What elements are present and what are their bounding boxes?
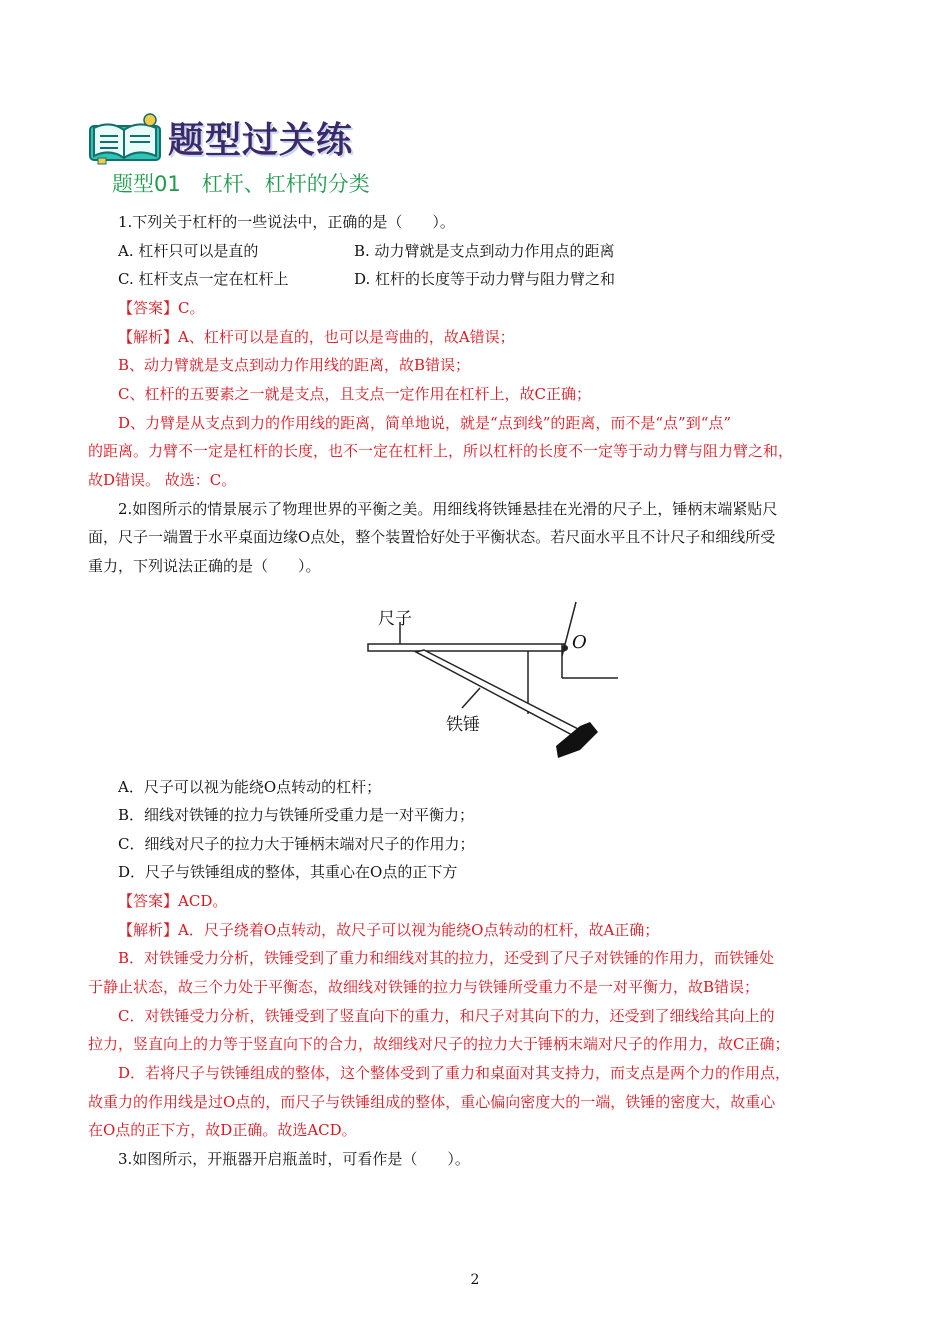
- q2-stem-line: 面，尺子一端置于水平桌面边缘O点处，整个装置恰好处于平衡状态。若尺面水平且不计尺子和细线所受: [88, 528, 776, 546]
- answer-value: ACD。: [178, 892, 228, 910]
- q1-option-a: A. 杠杆只可以是直的: [118, 242, 259, 260]
- analysis-text: A、杠杆可以是直的，也可以是弯曲的，故A错误；: [178, 328, 515, 346]
- q1-answer: [118, 298, 205, 318]
- q2-analysis-line: [118, 920, 659, 940]
- ruler-label: 尺子: [378, 609, 412, 629]
- q1-option-d: D. 杠杆的长度等于动力臂与阻力臂之和: [354, 270, 616, 288]
- q2-analysis-line: 故重力的作用线是过O点的，而尺子与铁锤组成的整体，重心偏向密度大的一端，铁锤的密度大，故重心: [88, 1093, 776, 1111]
- q1-analysis-line: [118, 327, 515, 347]
- answer-tag: 【答案】: [118, 299, 179, 317]
- q2-analysis-line: 在O点的正下方，故D正确。故选ACD。: [88, 1121, 357, 1139]
- pivot-point: [562, 645, 568, 651]
- page-number: 2: [470, 1272, 480, 1288]
- point-o-label: O: [572, 632, 587, 653]
- q1-stem: 1.下列关于杠杆的一些说法中，正确的是（ ）。: [118, 213, 455, 231]
- q2-option-b: B．细线对铁锤的拉力与铁锤所受重力是一对平衡力；: [118, 806, 475, 824]
- hammer-handle: [416, 650, 580, 736]
- hammer-label: 铁锤: [446, 715, 480, 735]
- q2-option-d: D．尺子与铁锤组成的整体，其重心在O点的正下方: [118, 863, 458, 881]
- banner-title: 题型过关练: [168, 120, 354, 161]
- q1-analysis-line: C、杠杆的五要素之一就是支点，且支点一定作用在杠杆上，故C正确；: [118, 385, 591, 403]
- q2-analysis-line: D．若将尺子与铁锤组成的整体，这个整体受到了重力和桌面对其支持力，而支点是两个力的作用点，: [118, 1064, 791, 1082]
- q1-option-b: B. 动力臂就是支点到动力作用点的距离: [354, 242, 615, 260]
- q1-analysis-line: 故D错误。 故选：C。: [88, 471, 237, 489]
- q2-option-c: C．细线对尺子的拉力大于锤柄末端对尺子的作用力；: [118, 835, 475, 853]
- q2-analysis-line: C．对铁锤受力分析，铁锤受到了竖直向下的重力，和尺子对其向下的力，还受到了细线给其向上的: [118, 1007, 775, 1025]
- analysis-tag: 【解析】: [118, 328, 179, 346]
- q2-stem-line: 2.如图所示的情景展示了物理世界的平衡之美。用细线将铁锤悬挂在光滑的尺子上，锤柄末端紧贴尺: [118, 500, 778, 518]
- open-book-icon: [88, 112, 162, 166]
- ruler-bar: [368, 644, 564, 651]
- q2-option-a: A．尺子可以视为能绕O点转动的杠杆；: [118, 778, 382, 796]
- answer-tag: 【答案】: [118, 892, 179, 910]
- hammer-pointer: [462, 688, 480, 708]
- q1-option-c: C. 杠杆支点一定在杠杆上: [118, 270, 289, 288]
- table-edge: [562, 644, 618, 678]
- answer-value: C。: [178, 299, 205, 317]
- q2-answer: [118, 891, 227, 911]
- q1-analysis-line: 的距离。力臂不一定是杠杆的长度，也不一定在杠杆上，所以杠杆的长度不一定等于动力臂与阻力臂之和，: [88, 442, 794, 460]
- analysis-tag: 【解析】: [118, 921, 179, 939]
- analysis-text: A．尺子绕着O点转动，故尺子可以视为能绕O点转动的杠杆，故A正确；: [178, 921, 660, 939]
- q2-analysis-line: 拉力，竖直向上的力等于竖直向下的合力，故细线对尺子的拉力大于锤柄末端对尺子的作用力，故C正确；: [88, 1035, 790, 1053]
- q2-analysis-line: 于静止状态，故三个力处于平衡态，故细线对铁锤的拉力与铁锤所受重力不是一对平衡力，故B错误；: [88, 978, 760, 996]
- lever-figure: [366, 598, 618, 768]
- section-heading: 题型01 杠杆、杠杆的分类: [112, 172, 370, 196]
- q1-analysis-line: D、力臂是从支点到力的作用线的距离，简单地说，就是“点到线”的距离，而不是“点”到“点”: [118, 414, 732, 432]
- q1-analysis-line: B、动力臂就是支点到动力作用线的距离，故B错误；: [118, 356, 471, 374]
- q3-stem: 3.如图所示，开瓶器开启瓶盖时，可看作是（ ）。: [118, 1150, 470, 1168]
- q2-stem-line: 重力，下列说法正确的是（ ）。: [88, 557, 321, 575]
- q2-analysis-line: B．对铁锤受力分析，铁锤受到了重力和细线对其的拉力，还受到了尺子对铁锤的作用力，而铁锤处: [118, 949, 775, 967]
